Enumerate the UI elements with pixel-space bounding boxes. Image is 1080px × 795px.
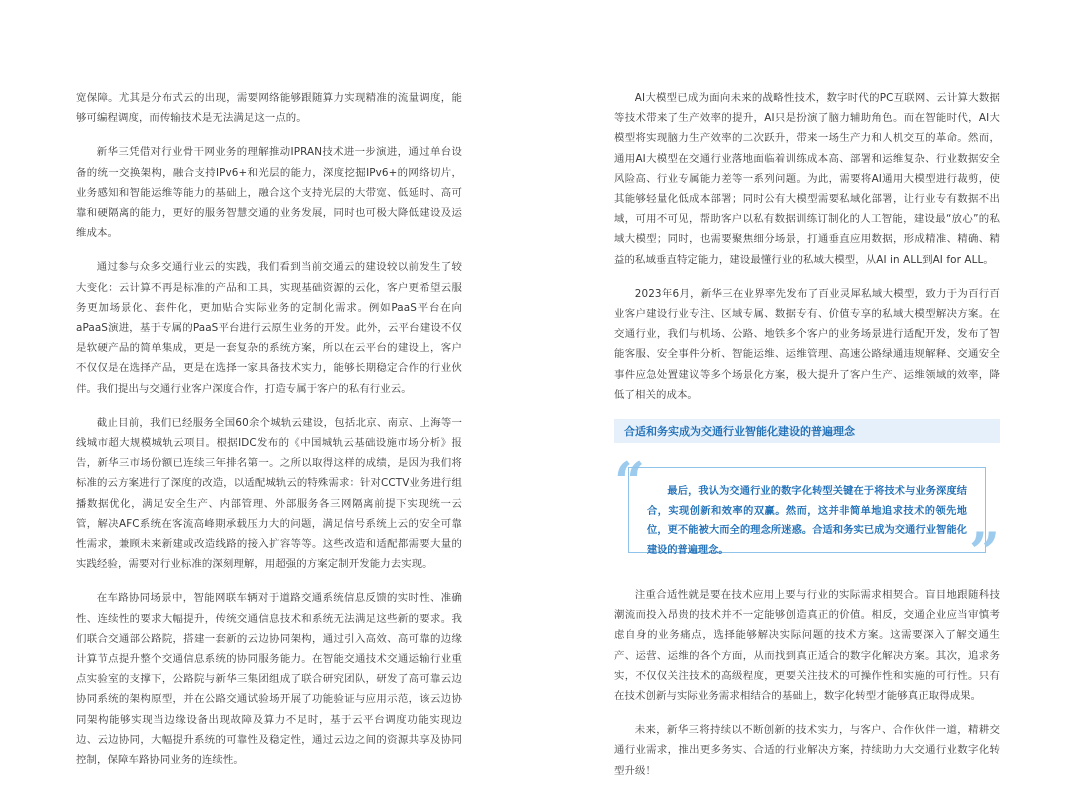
paragraph: 截止目前，我们已经服务全国60余个城轨云建设，包括北京、南京、上海等一线城市超大规模城轨云项目。根据IDC发布的《中国城轨云基础设施市场分析》报告，新华三市场份额已连续三年排名第一。之所以取得这样的成绩，是因为我们将标准的云方案进行了深度的改造，以适配城轨云的特殊需求：针对CCTV业务进行组播数据优化，满足安全生产、内部管理、外部服务各三网隔离前提下实现统一云管，解决AFC系统在客流高峰期承载压力大的问题，满足信号系统上云的安全可靠性需求，兼顾未来新建或改造线路的接入扩容等等。这些改造和适配都需要大量的实践经验，需要对行业标准的深刻理解，用超强的方案定制开发能力去实现。 — [76, 416, 462, 571]
right-column — [614, 88, 1000, 795]
section-heading: 合适和务实成为交通行业智能化建设的普遍理念 — [614, 419, 1000, 443]
pull-quote-text: 最后，我认为交通行业的数字化转型关键在于将技术与业务深度结合，实现创新和效率的双赢。然而，这并非简单地追求技术的领先地位，更不能被大而全的理念所迷惑。合适和务实已成为交通行业智能化建设的普遍理念。 — [628, 467, 986, 553]
paragraph: 注重合适性就是要在技术应用上要与行业的实际需求相契合。盲目地跟随科技潮流而投入昂贵的技术并不一定能够创造真正的价值。相反，交通企业应当审慎考虑自身的业务痛点，选择能够解决实际问题的技术方案。这需要深入了解交通生产、运营、运维的各个方面，从而找到真正适合的数字化解决方案。其次，追求务实，不仅仅关注技术的高级程度，更要关注技术的可操作性和实施的可行性。只有在技术创新与实际业务需求相结合的基础上，数字化转型才能够真正取得成果。 — [614, 589, 1000, 703]
paragraph: 2023年6月，新华三在业界率先发布了百业灵犀私域大模型，致力于为百行百业客户建设行业专注、区域专属、数据专有、价值专享的私域大模型解决方案。在交通行业，我们与机场、公路、地铁多个客户的业务场景进行适配开发，发布了智能客服、安全事件分析、智能运维、运维管理、高速公路绿通违规解释、交通安全事件应急处置建议等多个场景化方案，极大提升了客户生产、运维领域的效率，降低了相关的成本。 — [614, 287, 1000, 401]
paragraph: 在车路协同场景中，智能网联车辆对于道路交通系统信息反馈的实时性、准确性、连续性的要求大幅提升，传统交通信息技术和系统无法满足这些新的要求。我们联合交通部公路院，搭建一套新的云边协同架构，通过引入高效、高可靠的边缘计算节点提升整个交通信息系统的协同服务能力。在智能交通技术交通运输行业重点实验室的支撑下，公路院与新华三集团组成了联合研究团队，研发了高可靠云边协同系统的架构原型，并在公路交通试验场开展了功能验证与应用示范，该云边协同架构能够实现当边缘设备出现故障及算力不足时，基于云平台调度功能实现边边、云边协同，大幅提升系统的可靠性及稳定性，通过云边之间的资源共享及协同控制，保障车路协同业务的连续性。 — [76, 592, 462, 767]
paragraph: 新华三凭借对行业骨干网业务的理解推动IPRAN技术进一步演进，通过单台设备的统一交换架构，融合支持IPv6+和光层的能力，深度挖掘IPv6+的网络切片，业务感知和智能运维等能力的基础上，融合这个支持光层的大带宽、低延时、高可靠和硬隔离的能力，更好的服务智慧交通的业务发展，同时也可极大降低建设及运维成本。 — [76, 146, 462, 240]
left-column — [76, 88, 462, 784]
paragraph: 宽保障。尤其是分布式云的出现，需要网络能够跟随算力实现精准的流量调度，能够可编程调度，而传输技术是无法满足这一点的。 — [76, 92, 462, 125]
close-quote-icon: ” — [968, 520, 1000, 585]
paragraph: 通过参与众多交通行业云的实践，我们看到当前交通云的建设较以前发生了较大变化：云计算不再是标准的产品和工具，实现基础资源的云化，客户更希望云服务更加场景化、套件化，更加贴合实际业务的定制化需求。例如PaaS平台在向aPaaS演进，基于专属的PaaS平台进行云原生业务的开发。此外，云平台建设不仅是软硬产品的简单集成，更是一套复杂的系统方案，所以在云平台的建设上，客户不仅仅是在选择产品，更是在选择一家具备技术实力，能够长期稳定合作的行业伙伴。我们提出与交通行业客户深度合作，打造专属于客户的私有行业云。 — [76, 261, 462, 395]
paragraph: 未来，新华三将持续以不断创新的技术实力，与客户、合作伙伴一道，精耕交通行业需求，推出更多务实、合适的行业解决方案，持续助力大交通行业数字化转型升级！ — [614, 724, 1000, 777]
pull-quote — [614, 450, 1000, 585]
open-quote-icon: “ — [614, 450, 646, 515]
paragraph: AI大模型已成为面向未来的战略性技术，数字时代的PC互联网、云计算大数据等技术带来了生产效率的提升，AI只是扮演了脑力辅助角色。而在智能时代，AI大模型将实现脑力生产效率的二次跃升，带来一场生产力和人机交互的革命。然而，通用AI大模型在交通行业落地面临着训练成本高、部署和运维复杂、行业数据安全风险高、行业专属能力差等一系列问题。为此，需要将AI通用大模型进行裁剪，使其能够轻量化低成本部署；同时公有大模型需要私域化部署，让行业专有数据不出域，可用不可见，帮助客户以私有数据训练订制化的人工智能，建设最“放心”的私域大模型；同时，也需要聚焦细分场景，打通垂直应用数据，形成精准、精确、精益的私域垂直特定能力，建设最懂行业的私域大模型，从AI in ALL到AI for ALL。 — [614, 92, 1000, 266]
